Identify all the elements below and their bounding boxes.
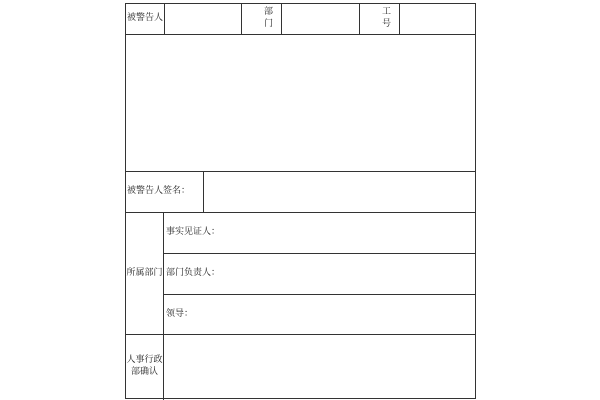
department-section-label: 所属部门 [126,267,163,278]
warned-person-label: 被警告人 [126,13,163,24]
witness-label[interactable]: 事实见证人： [166,227,221,238]
department-head-label[interactable]: 部门负责人： [166,268,221,279]
department-field[interactable] [282,4,359,34]
hr-confirmation-field[interactable] [164,335,475,398]
hr-label-line2: 部确认 [130,366,158,377]
leader-label[interactable]: 领导： [166,308,194,319]
warning-content-area[interactable] [126,35,475,171]
employee-id-label: 工号 [381,7,405,29]
hr-label-line1: 人事行政 [126,354,163,365]
hr-confirmation-label [126,335,163,398]
employee-id-field[interactable] [400,4,475,34]
warned-person-field[interactable] [165,4,241,34]
signature-label: 被警告人签名： [127,186,191,197]
warning-form [125,3,476,399]
department-label: 部门 [263,7,287,29]
signature-field[interactable] [204,172,475,212]
